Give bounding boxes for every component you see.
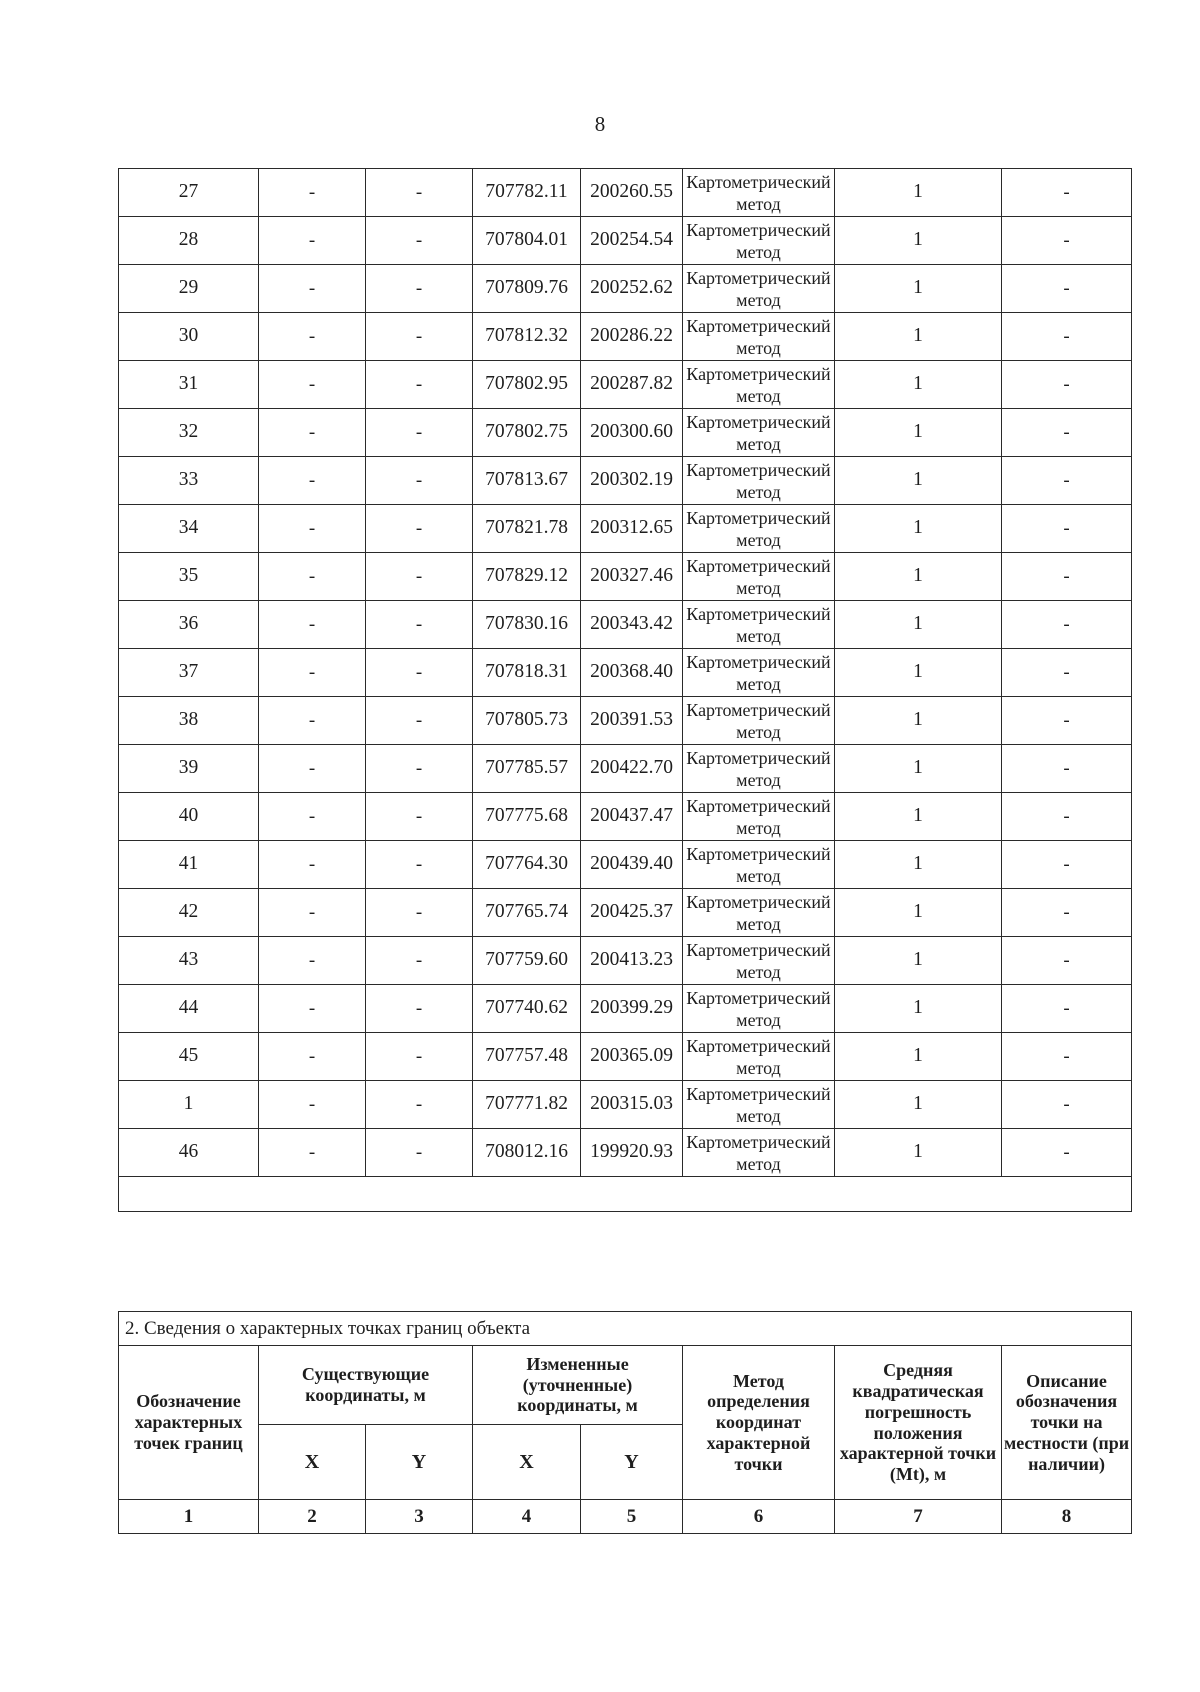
changed-y: 200365.09 bbox=[581, 1033, 683, 1081]
changed-y: 199920.93 bbox=[581, 1129, 683, 1177]
changed-x: 707812.32 bbox=[473, 313, 581, 361]
method-cell: Картометрический метод bbox=[683, 1129, 835, 1177]
accuracy-cell: 1 bbox=[835, 265, 1002, 313]
changed-y: 200413.23 bbox=[581, 937, 683, 985]
changed-y: 200315.03 bbox=[581, 1081, 683, 1129]
changed-y: 200312.65 bbox=[581, 505, 683, 553]
point-number: 33 bbox=[119, 457, 259, 505]
accuracy-cell: 1 bbox=[835, 553, 1002, 601]
existing-x: - bbox=[259, 841, 366, 889]
existing-y: - bbox=[366, 1033, 473, 1081]
accuracy-cell: 1 bbox=[835, 457, 1002, 505]
description-cell: - bbox=[1002, 1129, 1132, 1177]
existing-x: - bbox=[259, 649, 366, 697]
changed-y: 200368.40 bbox=[581, 649, 683, 697]
description-cell: - bbox=[1002, 697, 1132, 745]
point-number: 41 bbox=[119, 841, 259, 889]
accuracy-cell: 1 bbox=[835, 1129, 1002, 1177]
changed-x: 707782.11 bbox=[473, 169, 581, 217]
point-number: 37 bbox=[119, 649, 259, 697]
existing-x: - bbox=[259, 217, 366, 265]
existing-y: - bbox=[366, 457, 473, 505]
changed-y: 200286.22 bbox=[581, 313, 683, 361]
description-cell: - bbox=[1002, 361, 1132, 409]
description-cell: - bbox=[1002, 649, 1132, 697]
changed-x: 708012.16 bbox=[473, 1129, 581, 1177]
method-cell: Картометрический метод bbox=[683, 313, 835, 361]
existing-x: - bbox=[259, 553, 366, 601]
existing-x: - bbox=[259, 697, 366, 745]
existing-y: - bbox=[366, 169, 473, 217]
description-cell: - bbox=[1002, 793, 1132, 841]
existing-y: - bbox=[366, 265, 473, 313]
changed-y: 200302.19 bbox=[581, 457, 683, 505]
point-number: 30 bbox=[119, 313, 259, 361]
accuracy-cell: 1 bbox=[835, 841, 1002, 889]
column-number: 1 bbox=[119, 1500, 259, 1534]
table-row bbox=[119, 841, 1132, 889]
changed-y: 200391.53 bbox=[581, 697, 683, 745]
point-number: 28 bbox=[119, 217, 259, 265]
changed-x: 707830.16 bbox=[473, 601, 581, 649]
method-cell: Картометрический метод bbox=[683, 169, 835, 217]
point-number: 1 bbox=[119, 1081, 259, 1129]
method-cell: Картометрический метод bbox=[683, 985, 835, 1033]
changed-y: 200260.55 bbox=[581, 169, 683, 217]
accuracy-cell: 1 bbox=[835, 745, 1002, 793]
point-number: 36 bbox=[119, 601, 259, 649]
header-changed-coordinates: Измененные (уточненные) координаты, м bbox=[473, 1346, 683, 1425]
point-number: 40 bbox=[119, 793, 259, 841]
header-point-designation: Обозначение характерных точек границ bbox=[119, 1346, 259, 1500]
method-cell: Картометрический метод bbox=[683, 217, 835, 265]
description-cell: - bbox=[1002, 841, 1132, 889]
description-cell: - bbox=[1002, 217, 1132, 265]
method-cell: Картометрический метод bbox=[683, 1081, 835, 1129]
changed-x: 707775.68 bbox=[473, 793, 581, 841]
boundary-points-table bbox=[118, 1311, 1132, 1534]
accuracy-cell: 1 bbox=[835, 985, 1002, 1033]
column-number: 2 bbox=[259, 1500, 366, 1534]
existing-x: - bbox=[259, 1129, 366, 1177]
accuracy-cell: 1 bbox=[835, 1081, 1002, 1129]
description-cell: - bbox=[1002, 745, 1132, 793]
method-cell: Картометрический метод bbox=[683, 745, 835, 793]
existing-x: - bbox=[259, 937, 366, 985]
table-row bbox=[119, 745, 1132, 793]
changed-x: 707765.74 bbox=[473, 889, 581, 937]
changed-y: 200439.40 bbox=[581, 841, 683, 889]
accuracy-cell: 1 bbox=[835, 793, 1002, 841]
point-number: 34 bbox=[119, 505, 259, 553]
changed-y: 200422.70 bbox=[581, 745, 683, 793]
changed-y: 200343.42 bbox=[581, 601, 683, 649]
changed-x: 707802.95 bbox=[473, 361, 581, 409]
existing-y: - bbox=[366, 361, 473, 409]
empty-cell bbox=[119, 1177, 1132, 1212]
point-number: 29 bbox=[119, 265, 259, 313]
existing-x: - bbox=[259, 409, 366, 457]
table-row bbox=[119, 601, 1132, 649]
table-row bbox=[119, 937, 1132, 985]
table-row bbox=[119, 793, 1132, 841]
existing-x: - bbox=[259, 169, 366, 217]
existing-x: - bbox=[259, 889, 366, 937]
existing-y: - bbox=[366, 313, 473, 361]
table-row bbox=[119, 313, 1132, 361]
method-cell: Картометрический метод bbox=[683, 649, 835, 697]
existing-y: - bbox=[366, 601, 473, 649]
table-row bbox=[119, 265, 1132, 313]
accuracy-cell: 1 bbox=[835, 649, 1002, 697]
existing-x: - bbox=[259, 745, 366, 793]
existing-y: - bbox=[366, 697, 473, 745]
changed-y: 200425.37 bbox=[581, 889, 683, 937]
method-cell: Картометрический метод bbox=[683, 1033, 835, 1081]
existing-y: - bbox=[366, 553, 473, 601]
changed-x: 707785.57 bbox=[473, 745, 581, 793]
header-method: Метод определения координат характерной точки bbox=[683, 1346, 835, 1500]
table-row bbox=[119, 1081, 1132, 1129]
header-description: Описание обозначения точки на местности (при наличии) bbox=[1002, 1346, 1132, 1500]
coordinates-table bbox=[118, 168, 1132, 1212]
description-cell: - bbox=[1002, 985, 1132, 1033]
accuracy-cell: 1 bbox=[835, 505, 1002, 553]
existing-y: - bbox=[366, 793, 473, 841]
accuracy-cell: 1 bbox=[835, 601, 1002, 649]
table-row bbox=[119, 457, 1132, 505]
existing-x: - bbox=[259, 313, 366, 361]
table-row bbox=[119, 697, 1132, 745]
description-cell: - bbox=[1002, 409, 1132, 457]
description-cell: - bbox=[1002, 1081, 1132, 1129]
changed-y: 200252.62 bbox=[581, 265, 683, 313]
existing-y: - bbox=[366, 1129, 473, 1177]
table-row bbox=[119, 409, 1132, 457]
changed-x: 707771.82 bbox=[473, 1081, 581, 1129]
point-number: 42 bbox=[119, 889, 259, 937]
existing-y: - bbox=[366, 889, 473, 937]
description-cell: - bbox=[1002, 505, 1132, 553]
section-title: 2. Сведения о характерных точках границ объекта bbox=[119, 1312, 1132, 1346]
header-changed-y: Y bbox=[581, 1425, 683, 1500]
point-number: 46 bbox=[119, 1129, 259, 1177]
existing-y: - bbox=[366, 409, 473, 457]
table-row bbox=[119, 553, 1132, 601]
changed-x: 707818.31 bbox=[473, 649, 581, 697]
column-number: 5 bbox=[581, 1500, 683, 1534]
changed-x: 707829.12 bbox=[473, 553, 581, 601]
point-number: 45 bbox=[119, 1033, 259, 1081]
empty-row bbox=[119, 1177, 1132, 1212]
description-cell: - bbox=[1002, 265, 1132, 313]
point-number: 35 bbox=[119, 553, 259, 601]
existing-y: - bbox=[366, 649, 473, 697]
changed-x: 707759.60 bbox=[473, 937, 581, 985]
changed-x: 707740.62 bbox=[473, 985, 581, 1033]
method-cell: Картометрический метод bbox=[683, 793, 835, 841]
method-cell: Картометрический метод bbox=[683, 505, 835, 553]
column-numbers-row bbox=[119, 1500, 1132, 1534]
header-existing-coordinates: Существующие координаты, м bbox=[259, 1346, 473, 1425]
existing-x: - bbox=[259, 793, 366, 841]
accuracy-cell: 1 bbox=[835, 889, 1002, 937]
table-row bbox=[119, 1033, 1132, 1081]
existing-x: - bbox=[259, 265, 366, 313]
point-number: 43 bbox=[119, 937, 259, 985]
changed-y: 200300.60 bbox=[581, 409, 683, 457]
table-row bbox=[119, 889, 1132, 937]
method-cell: Картометрический метод bbox=[683, 265, 835, 313]
accuracy-cell: 1 bbox=[835, 217, 1002, 265]
description-cell: - bbox=[1002, 889, 1132, 937]
column-number: 8 bbox=[1002, 1500, 1132, 1534]
changed-y: 200437.47 bbox=[581, 793, 683, 841]
changed-x: 707804.01 bbox=[473, 217, 581, 265]
method-cell: Картометрический метод bbox=[683, 601, 835, 649]
existing-x: - bbox=[259, 985, 366, 1033]
point-number: 32 bbox=[119, 409, 259, 457]
point-number: 31 bbox=[119, 361, 259, 409]
existing-y: - bbox=[366, 937, 473, 985]
header-existing-x: X bbox=[259, 1425, 366, 1500]
header-existing-y: Y bbox=[366, 1425, 473, 1500]
existing-y: - bbox=[366, 745, 473, 793]
existing-y: - bbox=[366, 505, 473, 553]
accuracy-cell: 1 bbox=[835, 169, 1002, 217]
method-cell: Картометрический метод bbox=[683, 697, 835, 745]
existing-x: - bbox=[259, 1033, 366, 1081]
point-number: 27 bbox=[119, 169, 259, 217]
method-cell: Картометрический метод bbox=[683, 841, 835, 889]
description-cell: - bbox=[1002, 1033, 1132, 1081]
existing-x: - bbox=[259, 361, 366, 409]
table-row bbox=[119, 169, 1132, 217]
method-cell: Картометрический метод bbox=[683, 889, 835, 937]
changed-x: 707813.67 bbox=[473, 457, 581, 505]
existing-x: - bbox=[259, 1081, 366, 1129]
table-row bbox=[119, 1129, 1132, 1177]
existing-y: - bbox=[366, 1081, 473, 1129]
existing-x: - bbox=[259, 505, 366, 553]
description-cell: - bbox=[1002, 601, 1132, 649]
header-accuracy: Средняя квадратическая погрешность положения характерной точки (Mt), м bbox=[835, 1346, 1002, 1500]
accuracy-cell: 1 bbox=[835, 361, 1002, 409]
accuracy-cell: 1 bbox=[835, 313, 1002, 361]
description-cell: - bbox=[1002, 169, 1132, 217]
point-number: 38 bbox=[119, 697, 259, 745]
method-cell: Картометрический метод bbox=[683, 553, 835, 601]
table-row bbox=[119, 505, 1132, 553]
description-cell: - bbox=[1002, 553, 1132, 601]
accuracy-cell: 1 bbox=[835, 937, 1002, 985]
changed-x: 707805.73 bbox=[473, 697, 581, 745]
description-cell: - bbox=[1002, 937, 1132, 985]
column-number: 7 bbox=[835, 1500, 1002, 1534]
method-cell: Картометрический метод bbox=[683, 361, 835, 409]
existing-y: - bbox=[366, 217, 473, 265]
header-changed-x: X bbox=[473, 1425, 581, 1500]
existing-y: - bbox=[366, 841, 473, 889]
existing-y: - bbox=[366, 985, 473, 1033]
changed-y: 200287.82 bbox=[581, 361, 683, 409]
column-number: 3 bbox=[366, 1500, 473, 1534]
changed-x: 707802.75 bbox=[473, 409, 581, 457]
accuracy-cell: 1 bbox=[835, 409, 1002, 457]
column-number: 6 bbox=[683, 1500, 835, 1534]
changed-y: 200399.29 bbox=[581, 985, 683, 1033]
table-row bbox=[119, 649, 1132, 697]
changed-x: 707809.76 bbox=[473, 265, 581, 313]
point-number: 39 bbox=[119, 745, 259, 793]
description-cell: - bbox=[1002, 313, 1132, 361]
table-row bbox=[119, 361, 1132, 409]
changed-x: 707821.78 bbox=[473, 505, 581, 553]
description-cell: - bbox=[1002, 457, 1132, 505]
table-row bbox=[119, 217, 1132, 265]
changed-x: 707757.48 bbox=[473, 1033, 581, 1081]
changed-x: 707764.30 bbox=[473, 841, 581, 889]
existing-x: - bbox=[259, 457, 366, 505]
point-number: 44 bbox=[119, 985, 259, 1033]
table-row bbox=[119, 985, 1132, 1033]
existing-x: - bbox=[259, 601, 366, 649]
column-number: 4 bbox=[473, 1500, 581, 1534]
changed-y: 200254.54 bbox=[581, 217, 683, 265]
accuracy-cell: 1 bbox=[835, 1033, 1002, 1081]
method-cell: Картометрический метод bbox=[683, 937, 835, 985]
method-cell: Картометрический метод bbox=[683, 457, 835, 505]
accuracy-cell: 1 bbox=[835, 697, 1002, 745]
page-number: 8 bbox=[594, 112, 606, 136]
method-cell: Картометрический метод bbox=[683, 409, 835, 457]
changed-y: 200327.46 bbox=[581, 553, 683, 601]
